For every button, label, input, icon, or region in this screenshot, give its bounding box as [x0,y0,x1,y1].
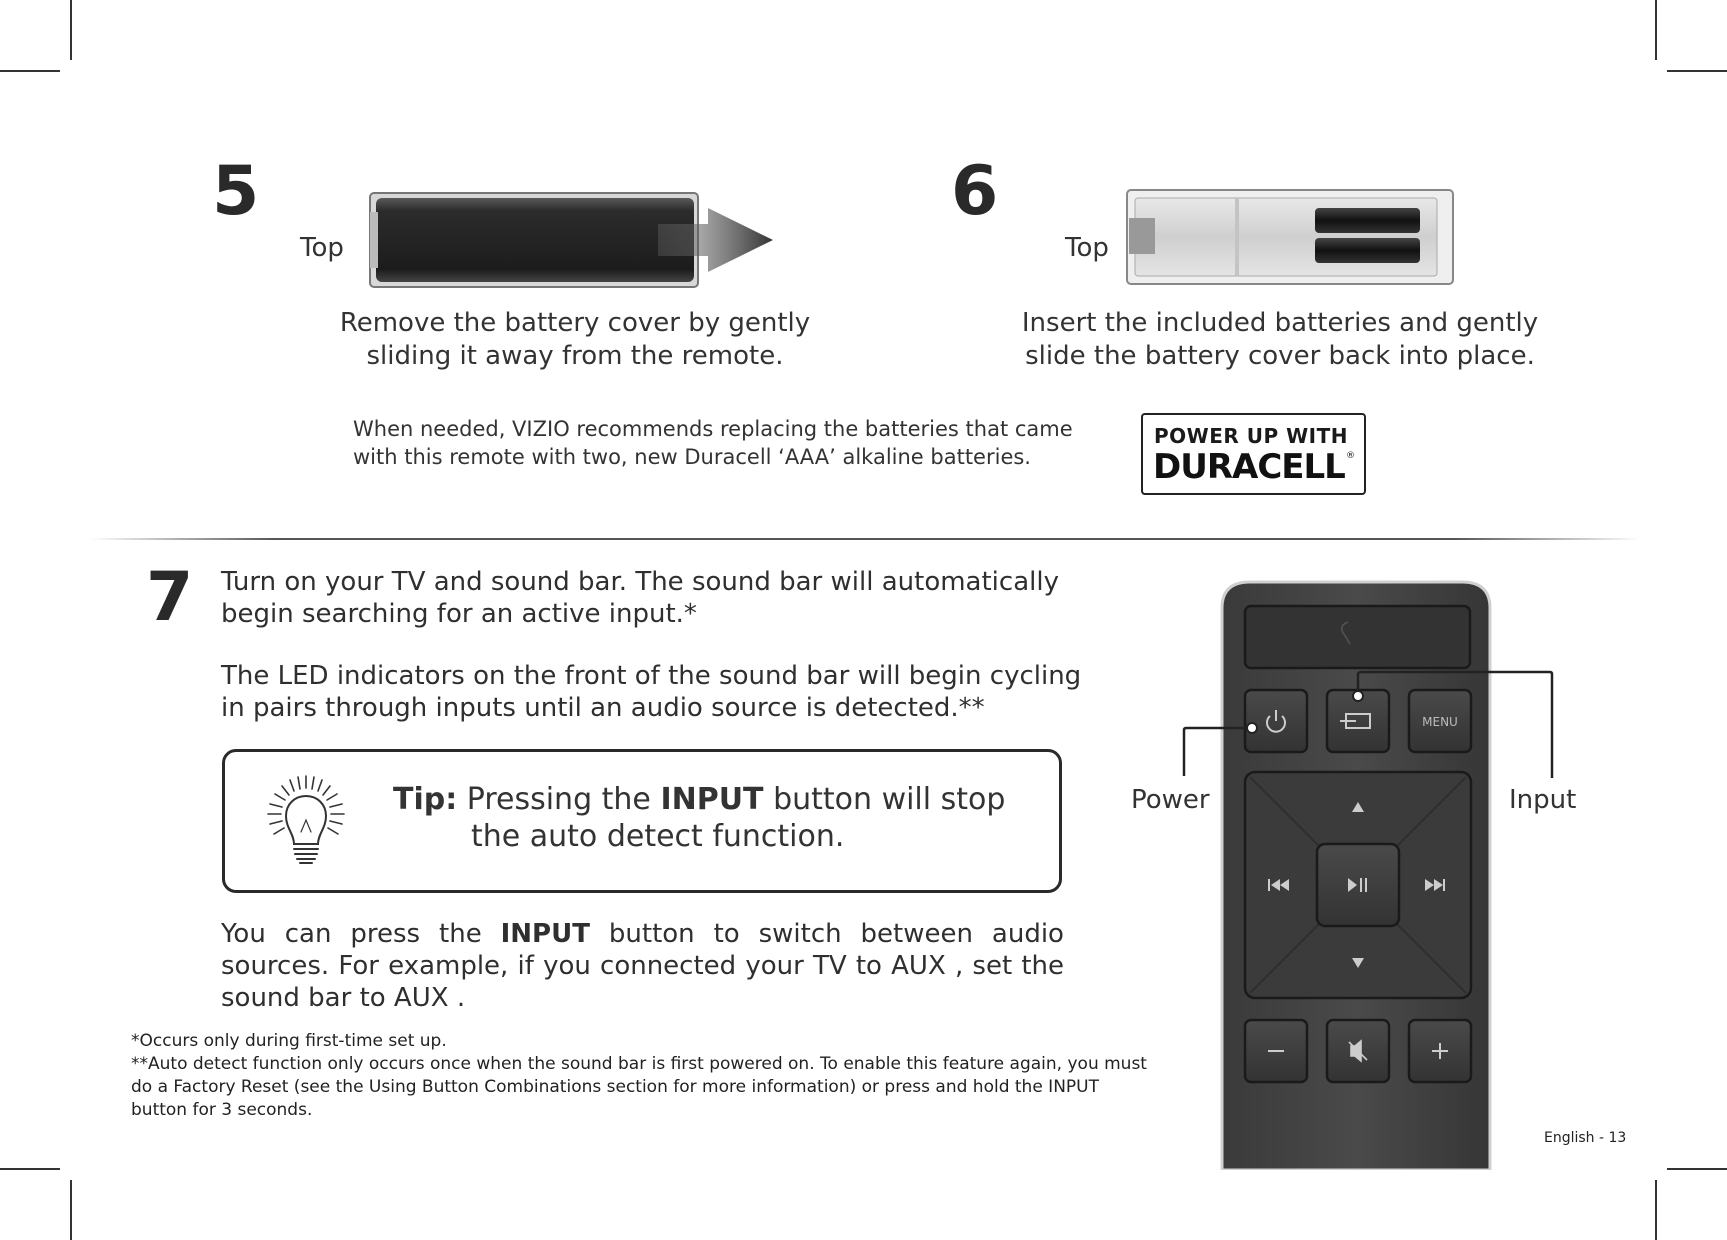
step-6-caption-line: Insert the included batteries and gently [1021,308,1539,338]
para3-word: audio [991,919,1064,949]
paragraph-line: begin searching for an active input.* [221,599,697,629]
section-divider [90,538,1640,540]
remote-illustration [1100,578,1600,1170]
duracell-registered-mark: ® [1346,451,1355,461]
batteries-illustration [1125,188,1455,286]
duracell-logo-line2: DURACELL [1153,447,1345,487]
paragraph-line: The LED indicators on the front of the sound bar will begin cycling [221,661,1082,691]
battery-note-line: When needed, VIZIO recommends replacing the batteries that came [353,417,1073,441]
duracell-logo-line1: POWER UP WITH [1154,424,1348,448]
tip-line-2: the auto detect function. [471,819,845,854]
crop-mark [70,0,72,60]
step-6-top-label: Top [1065,233,1109,263]
para3-word: switch [758,919,842,949]
battery-note [353,415,1073,471]
para3-word: button [608,919,695,949]
crop-mark [1667,70,1727,72]
step-7-number: 7 [146,558,194,637]
footnotes [131,1030,1181,1122]
lightbulb-icon [265,772,347,868]
remote-power-label: Power [1131,785,1210,815]
tip-text-post: button will stop [773,782,1006,817]
battery-note-line: with this remote with two, new Duracell ‘AAA’ alkaline batteries. [353,445,1031,469]
para3-word: can [284,919,332,949]
footnote-2-line: **Auto detect function only occurs once when the sound bar is first powered on. To enable this feature again, you must [131,1054,1147,1074]
step-5-number: 5 [212,152,260,231]
paragraph-line: Turn on your TV and sound bar. The sound bar will automatically [221,567,1059,597]
para3-word: You [221,919,266,949]
paragraph-line: sources. For example, if you connected your TV to AUX , set the [221,951,1064,981]
step-5-caption-line: sliding it away from the remote. [366,341,784,371]
tip-input-keyword: INPUT [660,782,764,817]
page-footer: English - 13 [1544,1130,1627,1146]
step-5-caption-line: Remove the battery cover by gently [339,308,811,338]
crop-mark [0,1168,60,1170]
step-6-caption [980,307,1580,373]
tip-text-pre: Pressing the [466,782,651,817]
paragraph-line: sound bar to AUX . [221,983,466,1013]
crop-mark [1667,1168,1727,1170]
step-7-paragraph-3 [221,918,1064,1014]
duracell-logo [1141,413,1366,495]
paragraph-line: in pairs through inputs until an audio source is detected.** [221,693,985,723]
para3-word: to [713,919,740,949]
para3-word: the [439,919,482,949]
tip-label: Tip: [393,782,458,817]
remote-input-label: Input [1509,785,1577,815]
crop-mark [1655,1180,1657,1240]
battery-cover-illustration [368,190,778,290]
para3-word: between [860,919,973,949]
tip-box [222,749,1062,893]
crop-mark [1655,0,1657,60]
step-5-top-label: Top [300,233,344,263]
tip-line-1 [393,782,1005,817]
crop-mark [70,1180,72,1240]
step-5-caption [300,307,850,373]
step-7-paragraph-2 [221,660,1081,724]
paragraph-line-justified [221,918,1064,950]
footnote-2-line: button for 3 seconds. [131,1100,313,1120]
footnote-2-line: do a Factory Reset (see the Using Button Combinations section for more information) or press and hold the INPUT [131,1077,1099,1097]
menu-text: MENU [1422,715,1458,729]
footnote-1: *Occurs only during first-time set up. [131,1031,447,1051]
step-7-paragraph-1 [221,566,1059,630]
para3-input-keyword: INPUT [500,919,590,949]
step-6-number: 6 [951,152,999,231]
para3-word: press [350,919,421,949]
crop-mark [0,70,60,72]
step-6-caption-line: slide the battery cover back into place. [1025,341,1535,371]
